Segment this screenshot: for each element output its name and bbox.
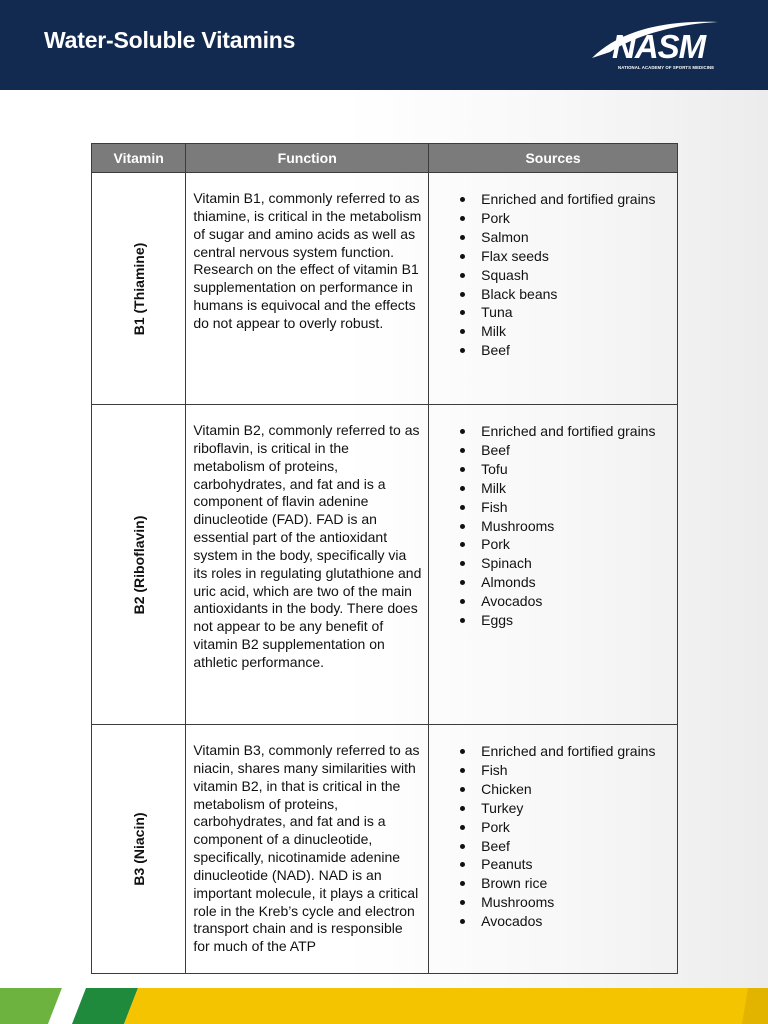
- table-row: [92, 405, 678, 725]
- column-header-sources: Sources: [429, 144, 678, 173]
- bullet-icon: [460, 618, 465, 623]
- footer-stripes-icon: [0, 988, 768, 1024]
- bullet-icon: [460, 561, 465, 566]
- footer-yellow-band: [124, 988, 768, 1024]
- function-text: Vitamin B3, commonly referred to as niacin, shares many similarities with vitamin B2, in that is critical in the metabolism of proteins, carbohydrates, and fat and is a component of a dinucleotide, specifically, nicotinamide adenine dinucleotide (NAD). NAD is an important molecule, it plays a critical role in the Kreb’s cycle and electron transport chain and is responsible for much of the ATP: [193, 742, 420, 955]
- vitamin-name: B3 (Niacin): [130, 812, 147, 886]
- vitamin-name: B2 (Riboflavin): [130, 515, 147, 614]
- list-item: [433, 517, 673, 536]
- source-label: Pork: [481, 536, 510, 553]
- source-label: Beef: [481, 837, 510, 854]
- vitamin-cell: [92, 173, 186, 405]
- vitamin-cell: [92, 725, 186, 974]
- list-item: [433, 573, 673, 592]
- bullet-icon: [460, 216, 465, 221]
- source-label: Tofu: [481, 460, 508, 477]
- bullet-icon: [460, 329, 465, 334]
- function-cell: [186, 173, 429, 405]
- list-item: [433, 761, 673, 780]
- list-item: [433, 611, 673, 630]
- list-item: [433, 228, 673, 247]
- sources-list: [433, 190, 673, 360]
- list-item: [433, 479, 673, 498]
- sources-list: [433, 422, 673, 630]
- source-label: Mushrooms: [481, 894, 555, 911]
- source-label: Milk: [481, 323, 507, 340]
- function-cell: [186, 405, 429, 725]
- bullet-icon: [460, 542, 465, 547]
- source-label: Spinach: [481, 555, 532, 572]
- function-cell: [186, 725, 429, 974]
- vitamin-cell: [92, 405, 186, 725]
- list-item: [433, 799, 673, 818]
- footer-color-band: [0, 988, 768, 1024]
- bullet-icon: [460, 429, 465, 434]
- list-item: [433, 322, 673, 341]
- bullet-icon: [460, 825, 465, 830]
- list-item: [433, 855, 673, 874]
- list-item: [433, 209, 673, 228]
- source-label: Avocados: [481, 913, 543, 930]
- list-item: [433, 460, 673, 479]
- bullet-icon: [460, 505, 465, 510]
- vitamins-table: [91, 143, 678, 974]
- logo-tagline: NATIONAL ACADEMY OF SPORTS MEDICINE: [618, 65, 715, 70]
- source-label: Beef: [481, 342, 510, 359]
- logo-wordmark: NASM: [612, 28, 706, 65]
- bullet-icon: [460, 467, 465, 472]
- source-label: Squash: [481, 266, 529, 283]
- bullet-icon: [460, 806, 465, 811]
- list-item: [433, 592, 673, 611]
- bullet-icon: [460, 862, 465, 867]
- list-item: [433, 247, 673, 266]
- source-label: Enriched and fortified grains: [481, 743, 656, 759]
- source-label: Pork: [481, 818, 510, 835]
- list-item: [433, 780, 673, 799]
- list-item: [433, 190, 673, 209]
- bullet-icon: [460, 844, 465, 849]
- sources-cell: [429, 725, 678, 974]
- header-banner: [0, 0, 768, 90]
- function-text: Vitamin B2, commonly referred to as riboflavin, is critical in the metabolism of proteins, carbohydrates, and fat and is a component of flavin adenine dinucleotide (FAD). FAD is an essential part of the antioxidant system in the body, specifically via its roles in regulating glutathione and uric acid, which are two of the main antioxidants in the body. There does not appear to be any benefit of vitamin B2 supplementation on athletic performance.: [193, 422, 422, 670]
- source-label: Black beans: [481, 285, 558, 302]
- list-item: [433, 266, 673, 285]
- source-label: Mushrooms: [481, 517, 555, 534]
- source-label: Tuna: [481, 304, 513, 321]
- bullet-icon: [460, 749, 465, 754]
- source-label: Turkey: [481, 799, 524, 816]
- source-label: Chicken: [481, 780, 532, 797]
- source-label: Flax seeds: [481, 247, 549, 264]
- list-item: [433, 303, 673, 322]
- source-label: Milk: [481, 479, 507, 496]
- source-label: Enriched and fortified grains: [481, 191, 656, 207]
- vitamin-name: B1 (Thiamine): [130, 242, 147, 335]
- bullet-icon: [460, 197, 465, 202]
- bullet-icon: [460, 919, 465, 924]
- sources-cell: [429, 173, 678, 405]
- list-item: [433, 874, 673, 893]
- bullet-icon: [460, 599, 465, 604]
- source-label: Brown rice: [481, 875, 548, 892]
- list-item: [433, 441, 673, 460]
- list-item: [433, 818, 673, 837]
- sources-cell: [429, 405, 678, 725]
- source-label: Avocados: [481, 593, 543, 610]
- source-label: Salmon: [481, 228, 529, 245]
- source-label: Fish: [481, 761, 508, 778]
- bullet-icon: [460, 310, 465, 315]
- source-label: Fish: [481, 498, 508, 515]
- list-item: [433, 742, 673, 761]
- page-title: Water-Soluble Vitamins: [44, 27, 296, 53]
- table-header-row: [92, 144, 678, 173]
- table-row: [92, 173, 678, 405]
- sources-list: [433, 742, 673, 931]
- list-item: [433, 535, 673, 554]
- source-label: Enriched and fortified grains: [481, 423, 656, 439]
- bullet-icon: [460, 768, 465, 773]
- list-item: [433, 341, 673, 360]
- table-row: [92, 725, 678, 974]
- bullet-icon: [460, 881, 465, 886]
- bullet-icon: [460, 254, 465, 259]
- bullet-icon: [460, 448, 465, 453]
- bullet-icon: [460, 292, 465, 297]
- bullet-icon: [460, 580, 465, 585]
- list-item: [433, 893, 673, 912]
- nasm-logo: [586, 16, 726, 74]
- source-label: Eggs: [481, 612, 514, 629]
- list-item: [433, 285, 673, 304]
- list-item: [433, 422, 673, 441]
- source-label: Beef: [481, 441, 510, 458]
- list-item: [433, 837, 673, 856]
- source-label: Peanuts: [481, 856, 533, 873]
- bullet-icon: [460, 348, 465, 353]
- bullet-icon: [460, 273, 465, 278]
- bullet-icon: [460, 486, 465, 491]
- bullet-icon: [460, 524, 465, 529]
- column-header-vitamin: Vitamin: [92, 144, 186, 173]
- source-label: Almonds: [481, 574, 536, 591]
- bullet-icon: [460, 900, 465, 905]
- list-item: [433, 498, 673, 517]
- list-item: [433, 912, 673, 931]
- column-header-function: Function: [186, 144, 429, 173]
- bullet-icon: [460, 787, 465, 792]
- function-text: Vitamin B1, commonly referred to as thiamine, is critical in the metabolism of sugar and amino acids as well as central nervous system function. Research on the effect of vitamin B1 supplementation on performance in humans is equivocal and the effects do not appear to overly robust.: [193, 190, 422, 331]
- list-item: [433, 554, 673, 573]
- source-label: Pork: [481, 209, 510, 226]
- bullet-icon: [460, 235, 465, 240]
